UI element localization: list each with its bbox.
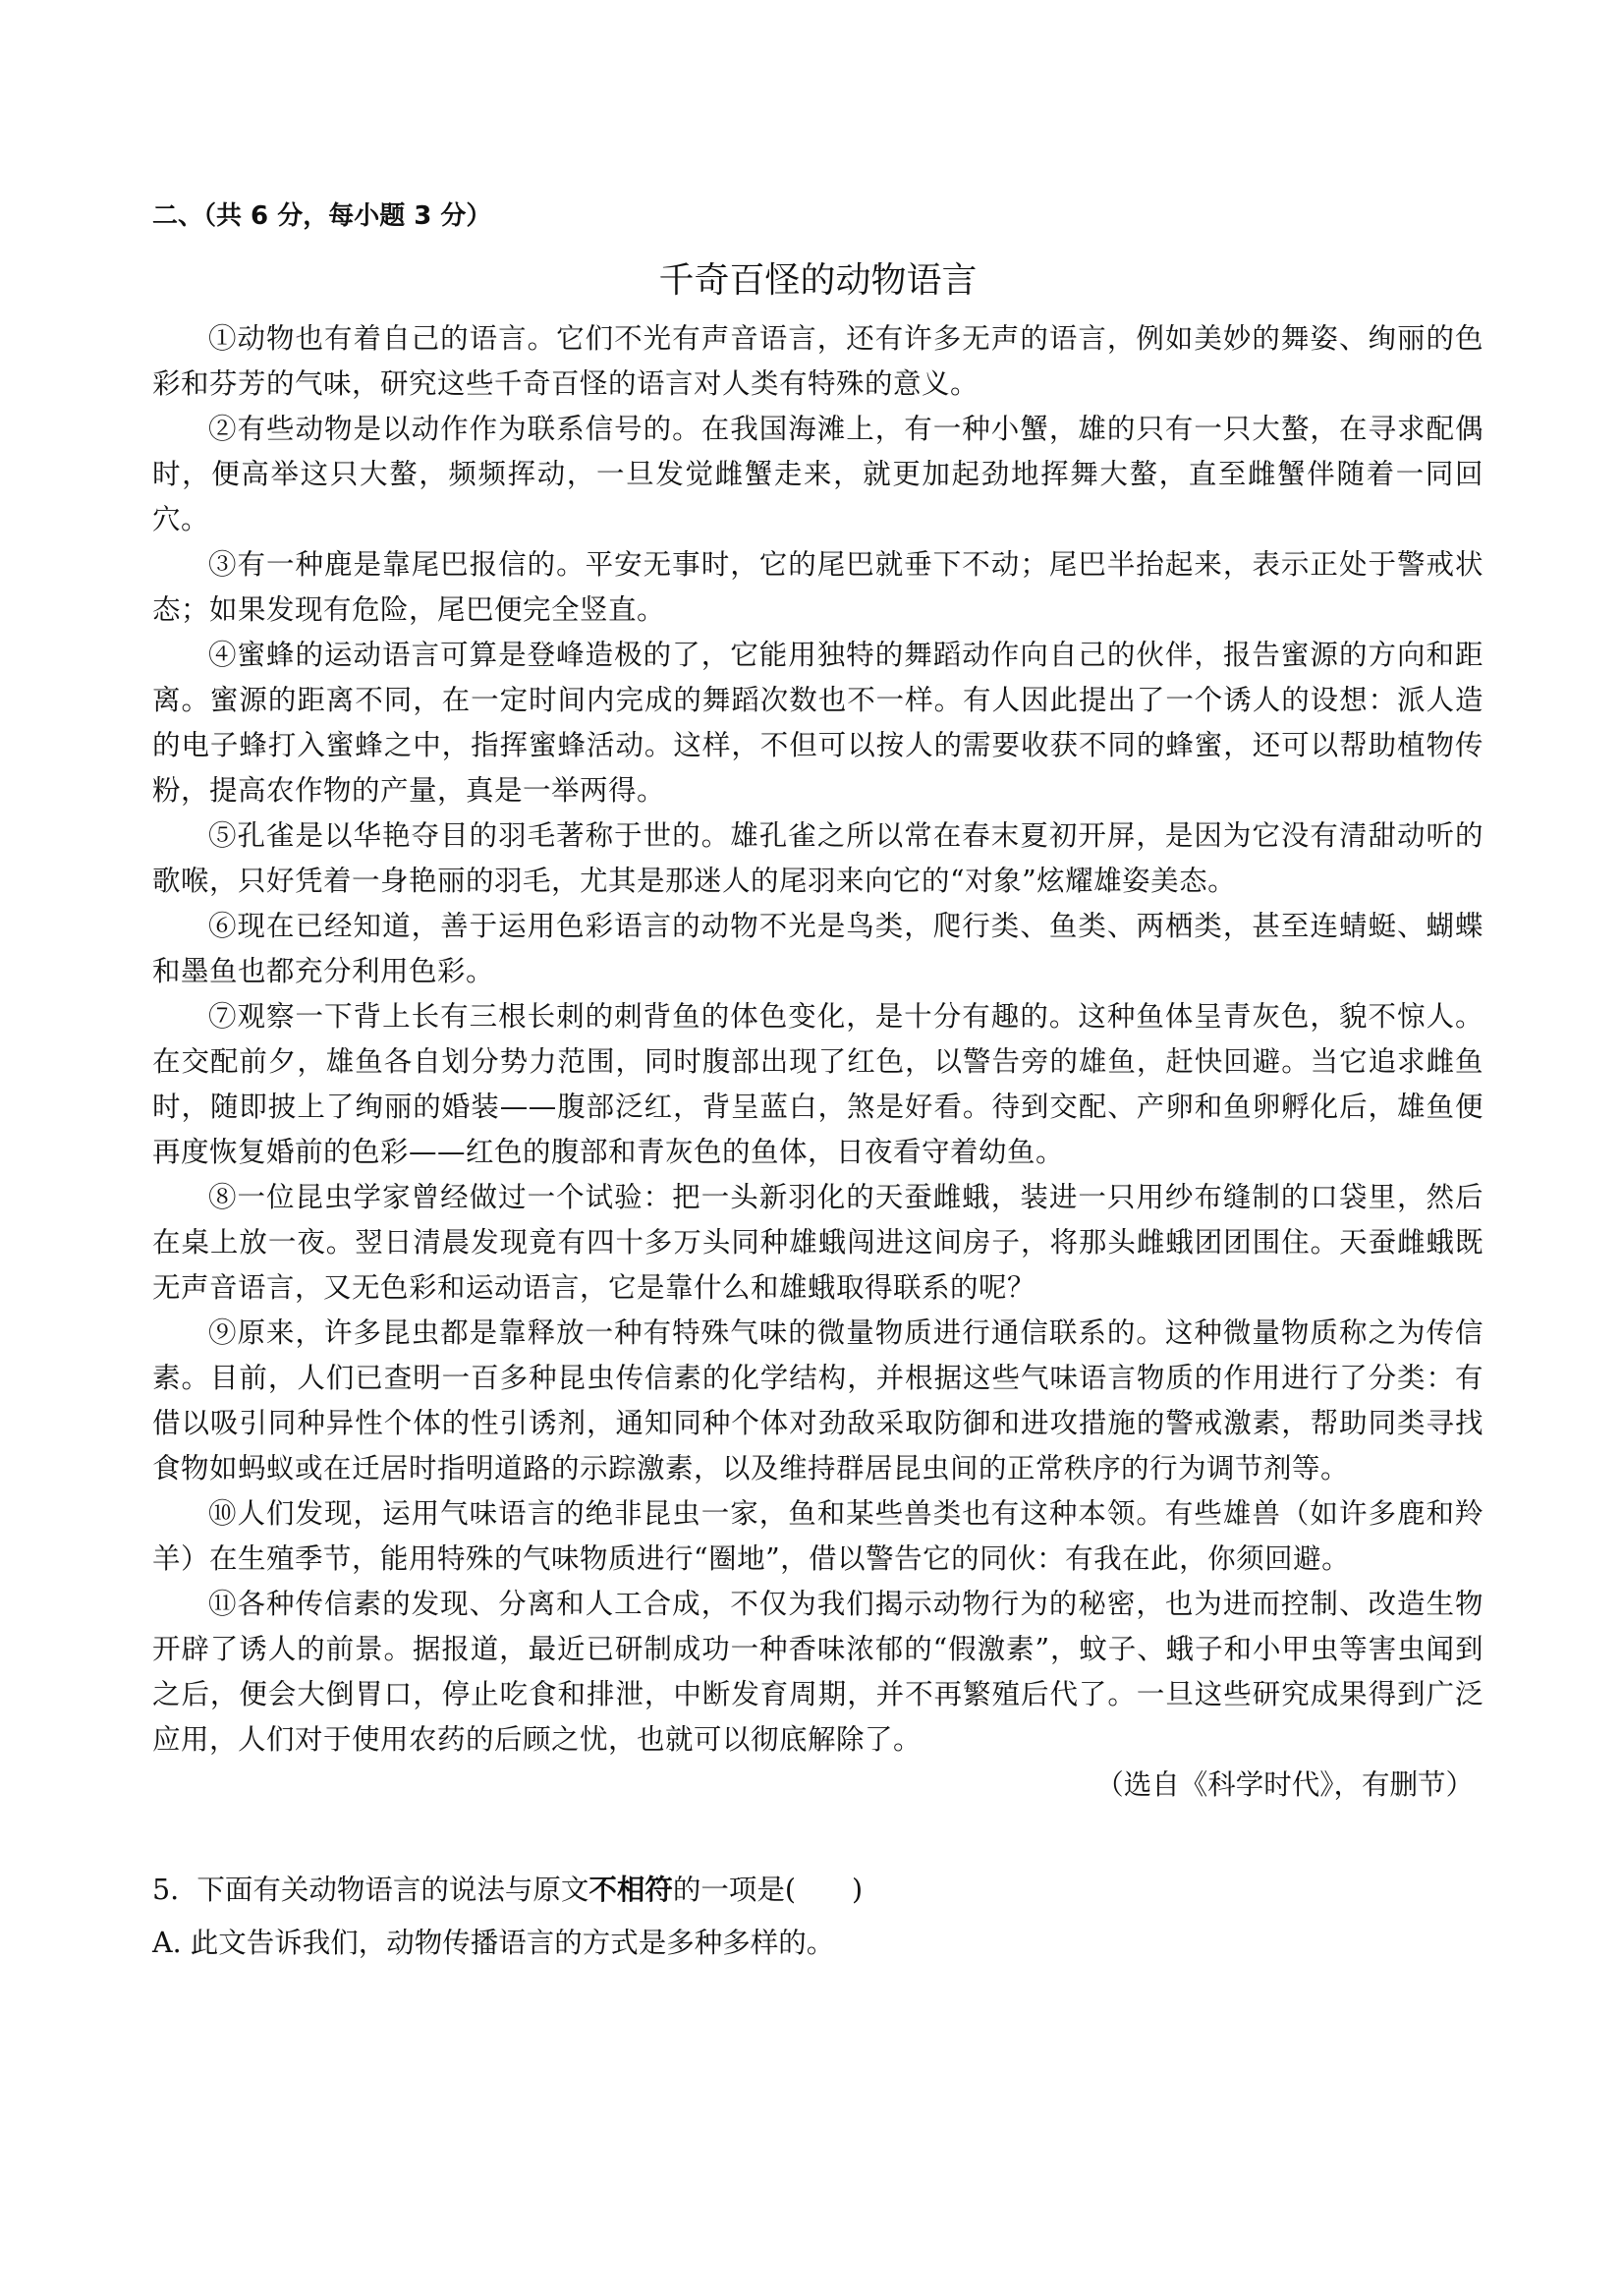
paragraph-7: ⑦观察一下背上长有三根长刺的刺背鱼的体色变化，是十分有趣的。这种鱼体呈青灰色，貌不惊人。在交配前夕，雄鱼各自划分势力范围，同时腹部出现了红色，以警告旁的雄鱼，赶快回避。当它追求雌鱼时，随即披上了绚丽的婚装——腹部泛红，背呈蓝白，煞是好看。待到交配、产卵和鱼卵孵化后，雄鱼便再度恢复婚前的色彩——红色的腹部和青灰色的鱼体，日夜看守着幼鱼。 bbox=[152, 1000, 1483, 1168]
article-title: 千奇百怪的动物语言 bbox=[658, 260, 978, 301]
section-heading: 二、（共 6 分，每小题 3 分） bbox=[152, 201, 492, 231]
question-emphasis: 不相符 bbox=[588, 1874, 673, 1906]
paragraph-5: ⑤孔雀是以华艳夺目的羽毛著称于世的。雄孔雀之所以常在春末夏初开屏，是因为它没有清甜动听的歌喉，只好凭着一身艳丽的羽毛，尤其是那迷人的尾羽来向它的“对象”炫耀雄姿美态。 bbox=[152, 819, 1483, 897]
source-note: （选自《科学时代》，有删节） bbox=[1095, 1768, 1474, 1801]
exam-page bbox=[152, 196, 1483, 1967]
article-body bbox=[152, 316, 1483, 1763]
paragraph-10: ⑩人们发现，运用气味语言的绝非昆虫一家，鱼和某些兽类也有这种本领。有些雄兽（如许多鹿和羚羊）在生殖季节，能用特殊的气味物质进行“圈地”，借以警告它的同伙：有我在此，你须回避。 bbox=[152, 1497, 1483, 1575]
paragraph-2: ②有些动物是以动作作为联系信号的。在我国海滩上，有一种小蟹，雄的只有一只大螯，在寻求配偶时，便高举这只大螯，频频挥动，一旦发觉雌蟹走来，就更加起劲地挥舞大螯，直至雌蟹伴随着一同回穴。 bbox=[152, 413, 1483, 535]
paragraph-1: ①动物也有着自己的语言。它们不光有声音语言，还有许多无声的语言，例如美妙的舞姿、绚丽的色彩和芬芳的气味，研究这些千奇百怪的语言对人类有特殊的意义。 bbox=[152, 322, 1483, 400]
question-5 bbox=[152, 1867, 1483, 1914]
paragraph-3: ③有一种鹿是靠尾巴报信的。平安无事时，它的尾巴就垂下不动；尾巴半抬起来，表示正处于警戒状态；如果发现有危险，尾巴便完全竖直。 bbox=[152, 548, 1483, 626]
paragraph-4: ④蜜蜂的运动语言可算是登峰造极的了，它能用独特的舞蹈动作向自己的伙伴，报告蜜源的方向和距离。蜜源的距离不同，在一定时间内完成的舞蹈次数也不一样。有人因此提出了一个诱人的设想：派人造的电子蜂打入蜜蜂之中，指挥蜜蜂活动。这样，不但可以按人的需要收获不同的蜂蜜，还可以帮助植物传粉，提高农作物的产量，真是一举两得。 bbox=[152, 639, 1483, 807]
paragraph-11: ⑪各种传信素的发现、分离和人工合成，不仅为我们揭示动物行为的秘密，也为进而控制、改造生物开辟了诱人的前景。据报道，最近已研制成功一种香味浓郁的“假激素”，蚊子、蛾子和小甲虫等害虫闻到之后，便会大倒胃口，停止吃食和排泄，中断发育周期，并不再繁殖后代了。一旦这些研究成果得到广泛应用，人们对于使用农药的后顾之忧，也就可以彻底解除了。 bbox=[152, 1588, 1483, 1756]
paragraph-6: ⑥现在已经知道，善于运用色彩语言的动物不光是鸟类，爬行类、鱼类、两栖类，甚至连蜻蜓、蝴蝶和墨鱼也都充分利用色彩。 bbox=[152, 910, 1483, 987]
question-text-before: 下面有关动物语言的说法与原文 bbox=[196, 1874, 589, 1906]
question-number: 5. bbox=[152, 1874, 180, 1906]
option-a: A. 此文告诉我们，动物传播语言的方式是多种多样的。 bbox=[152, 1927, 835, 1959]
paragraph-9: ⑨原来，许多昆虫都是靠释放一种有特殊气味的微量物质进行通信联系的。这种微量物质称之为传信素。目前，人们已查明一百多种昆虫传信素的化学结构，并根据这些气味语言物质的作用进行了分类：有借以吸引同种异性个体的性引诱剂，通知同种个体对劲敌采取防御和进攻措施的警戒激素，帮助同类寻找食物如蚂蚁或在迁居时指明道路的示踪激素，以及维持群居昆虫间的正常秩序的行为调节剂等。 bbox=[152, 1316, 1483, 1484]
paragraph-8: ⑧一位昆虫学家曾经做过一个试验：把一头新羽化的天蚕雌蛾，装进一只用纱布缝制的口袋里，然后在桌上放一夜。翌日清晨发现竟有四十多万头同种雄蛾闯进这间房子，将那头雌蛾团团围住。天蚕雌蛾既无声音语言，又无色彩和运动语言，它是靠什么和雄蛾取得联系的呢？ bbox=[152, 1181, 1483, 1304]
question-text-after: 的一项是( ) bbox=[672, 1874, 864, 1906]
